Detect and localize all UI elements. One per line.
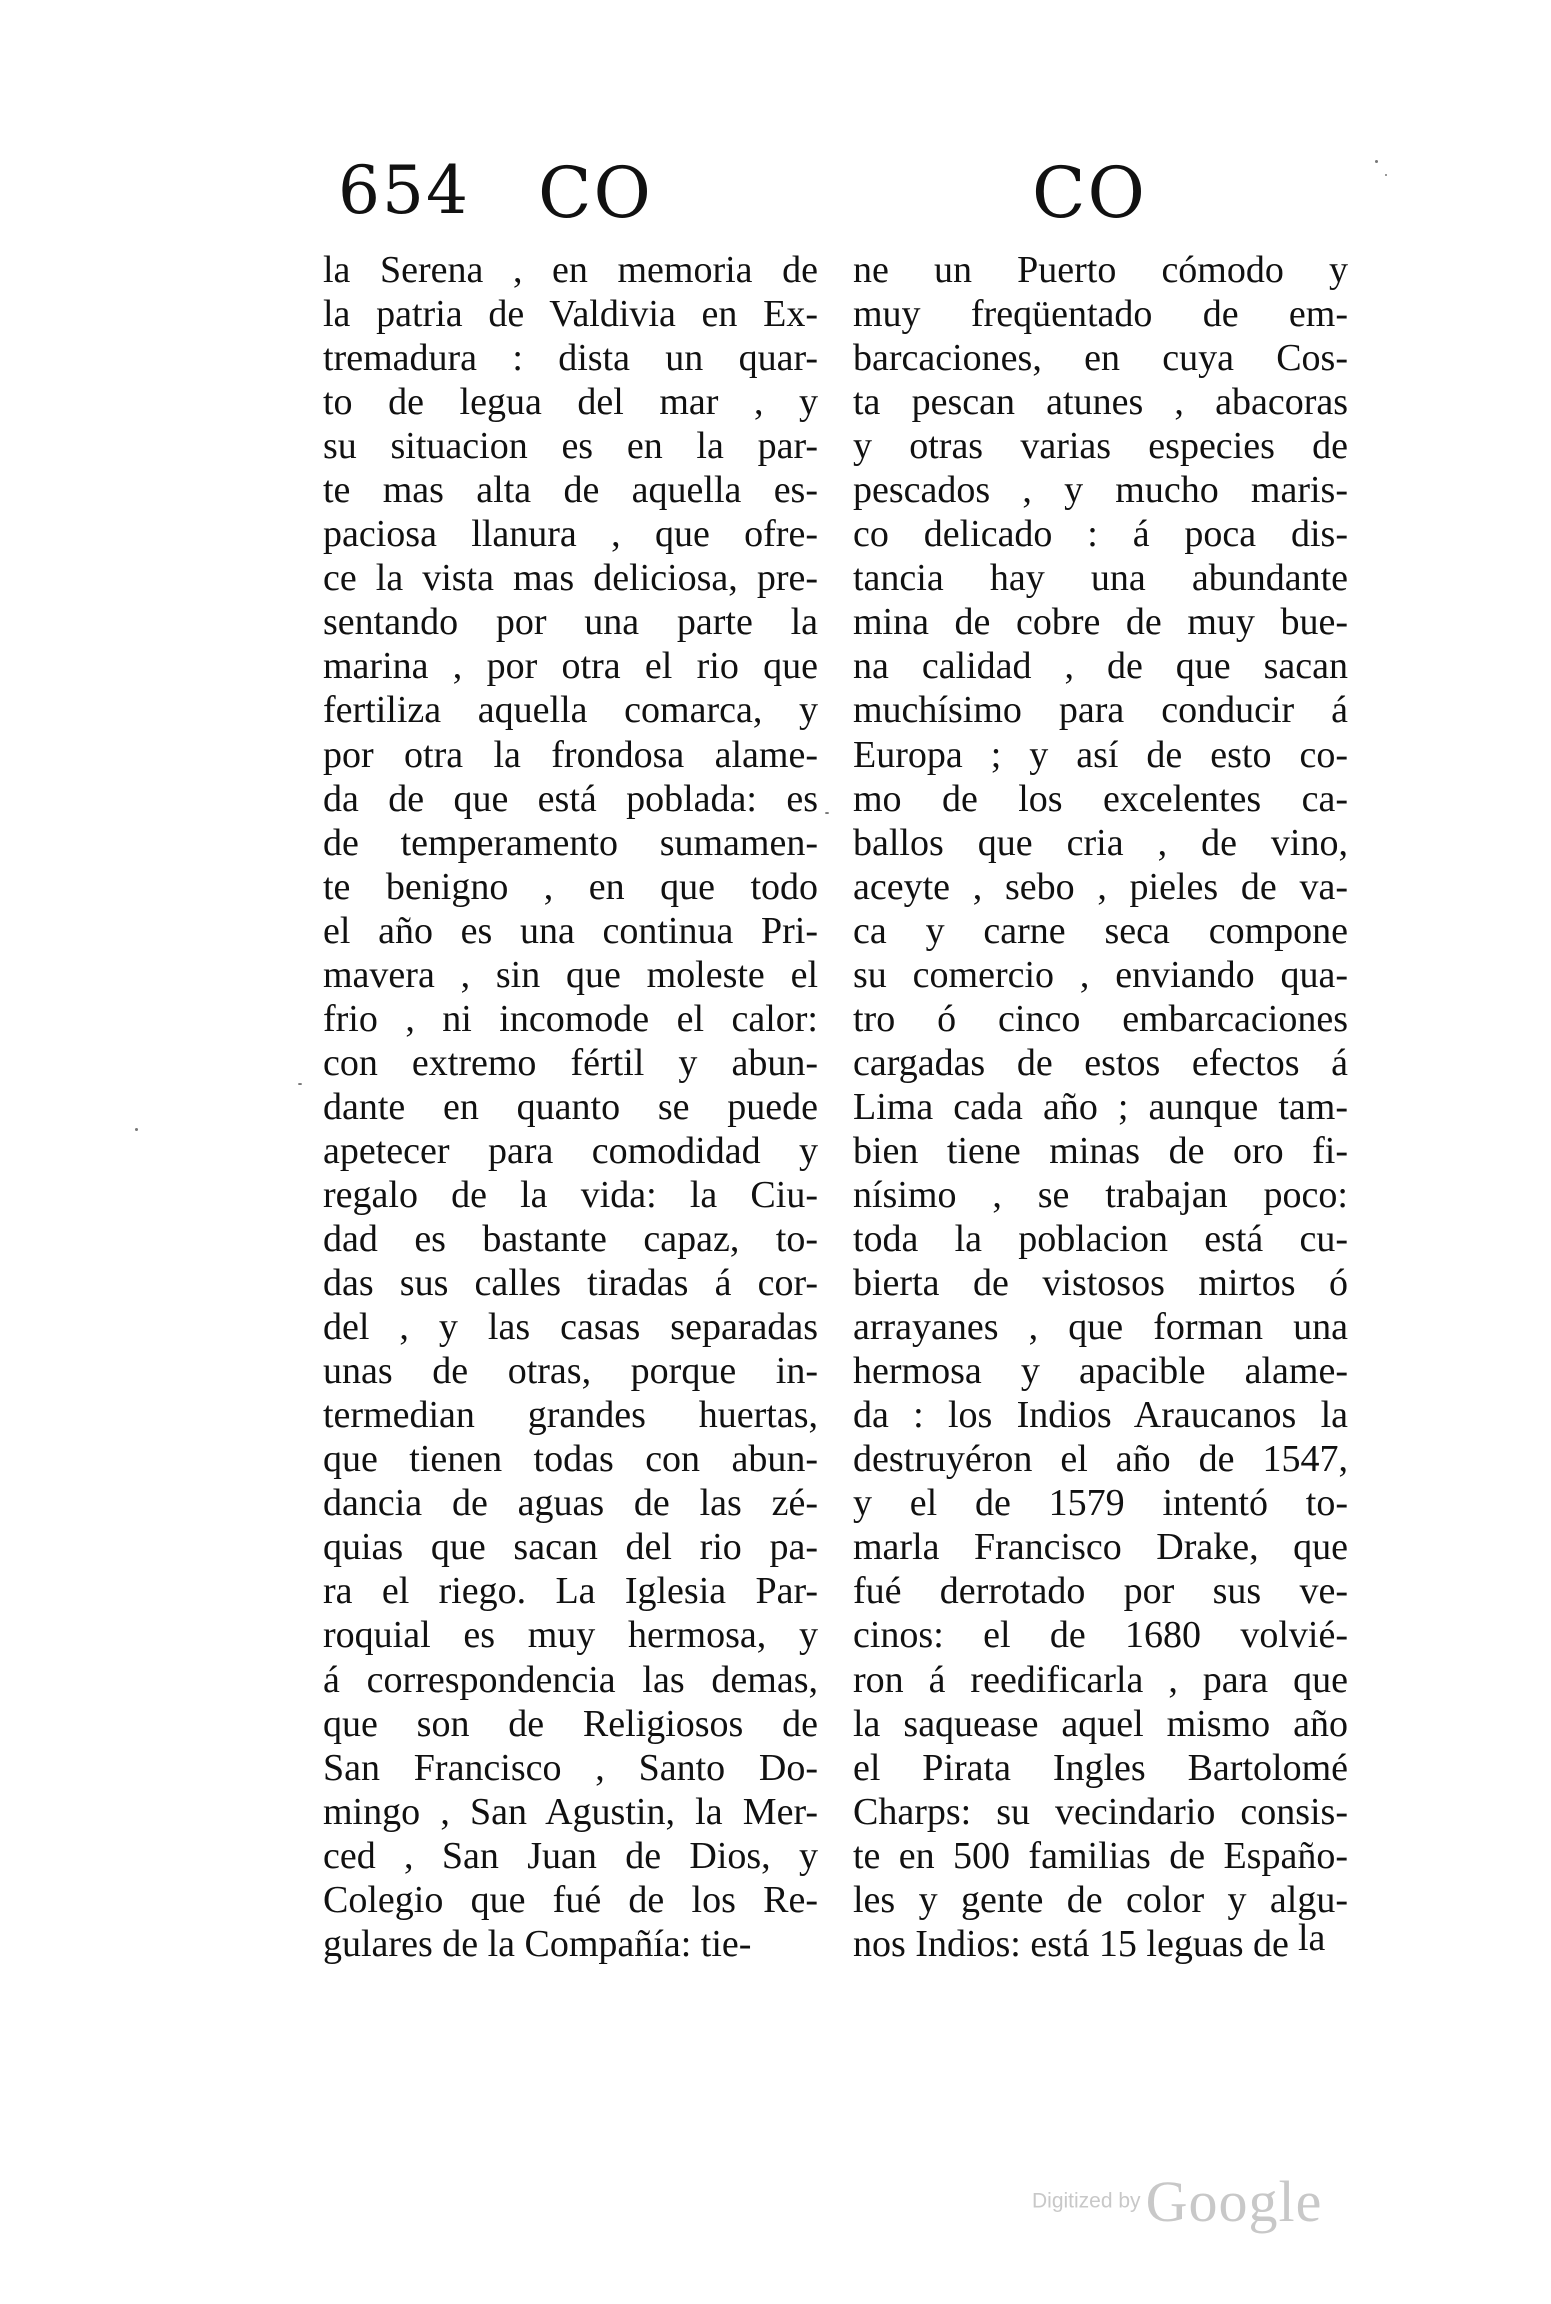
text-line: San Francisco , Santo Do- — [323, 1746, 818, 1789]
text-line: ta pescan atunes , abacoras — [853, 381, 1348, 424]
text-line: ced , San Juan de Dios, y — [323, 1834, 818, 1877]
text-line: da : los Indios Araucanos la — [853, 1394, 1348, 1437]
text-line: to de legua del mar , y — [323, 381, 818, 424]
catchword: la — [1298, 1917, 1326, 1959]
paper-speck — [135, 1128, 138, 1131]
text-line: tancia hay una abundante — [853, 557, 1348, 600]
text-line: ballos que cria , de vino, — [853, 821, 1348, 864]
text-line: nos Indios: está 15 leguas de — [853, 1922, 1289, 1965]
text-line: ne un Puerto cómodo y — [853, 249, 1348, 291]
text-line: frio , ni incomode el calor: — [323, 997, 818, 1040]
text-line: na calidad , de que sacan — [853, 645, 1348, 688]
text-line: arrayanes , que forman una — [853, 1306, 1348, 1349]
text-line: unas de otras, porque in- — [323, 1350, 818, 1393]
text-line: marla Francisco Drake, que — [853, 1526, 1348, 1569]
text-line: nísimo , se trabajan poco: — [853, 1173, 1348, 1216]
google-logo: Google — [1145, 2169, 1323, 2234]
text-line: sentando por una parte la — [323, 601, 818, 644]
text-line: fué derrotado por sus ve- — [853, 1570, 1348, 1613]
text-line: aceyte , sebo , pieles de va- — [853, 865, 1348, 908]
text-line: bien tiene minas de oro fi- — [853, 1129, 1348, 1172]
text-line: Charps: su vecindario consis- — [853, 1790, 1348, 1833]
text-line: dad es bastante capaz, to- — [323, 1218, 818, 1261]
text-line: ron á reedificarla , para que — [853, 1658, 1348, 1701]
text-line: roquial es muy hermosa, y — [323, 1614, 818, 1657]
text-line: tremadura : dista un quar- — [323, 337, 818, 380]
text-line: el año es una continua Pri- — [323, 909, 818, 952]
text-line: te en 500 familias de Españo- — [853, 1834, 1348, 1877]
text-line: y otras varias especies de — [853, 425, 1348, 468]
right-text-column — [853, 248, 1348, 1966]
paper-speck — [1385, 174, 1387, 176]
text-line: su situacion es en la par- — [323, 425, 818, 468]
text-line: quias que sacan del rio pa- — [323, 1526, 818, 1569]
text-line: mavera , sin que moleste el — [323, 953, 818, 996]
text-line: co delicado : á poca dis- — [853, 513, 1348, 556]
text-line: dancia de aguas de las zé- — [323, 1482, 818, 1525]
text-line: muchísimo para conducir á — [853, 689, 1348, 732]
text-line: del , y las casas separadas — [323, 1306, 818, 1349]
watermark-prefix: Digitized by — [1032, 2189, 1141, 2213]
text-line: mina de cobre de muy bue- — [853, 601, 1348, 644]
text-line: apetecer para comodidad y — [323, 1129, 818, 1172]
text-line: el Pirata Ingles Bartolomé — [853, 1746, 1348, 1789]
text-line: regalo de la vida: la Ciu- — [323, 1173, 818, 1216]
page-number: 654 — [338, 152, 470, 229]
text-line: tro ó cinco embarcaciones — [853, 997, 1348, 1040]
text-line: pescados , y mucho maris- — [853, 469, 1348, 512]
text-line: cargadas de estos efectos á — [853, 1041, 1348, 1084]
text-line: la patria de Valdivia en Ex- — [323, 293, 818, 336]
text-line: la saquease aquel mismo año — [853, 1702, 1348, 1745]
text-line: que tienen todas con abun- — [323, 1438, 818, 1481]
text-line: Europa ; y así de esto co- — [853, 733, 1348, 776]
text-line: das sus calles tiradas á cor- — [323, 1262, 818, 1305]
text-line: Lima cada año ; aunque tam- — [853, 1085, 1348, 1128]
text-line: paciosa llanura , que ofre- — [323, 513, 818, 556]
text-line: mo de los excelentes ca- — [853, 777, 1348, 820]
text-line: da de que está poblada: es — [323, 777, 818, 820]
text-line: que son de Religiosos de — [323, 1702, 818, 1745]
text-line: les y gente de color y algu- — [853, 1878, 1348, 1921]
text-line: por otra la frondosa alame- — [323, 733, 818, 776]
paper-speck — [298, 1083, 302, 1085]
text-line: Colegio que fué de los Re- — [323, 1878, 818, 1921]
text-line: cinos: el de 1680 volvié- — [853, 1614, 1348, 1657]
running-head-left: CO — [538, 152, 653, 234]
text-line: barcaciones, en cuya Cos- — [853, 337, 1348, 380]
text-line: bierta de vistosos mirtos ó — [853, 1262, 1348, 1305]
text-line: marina , por otra el rio que — [323, 645, 818, 688]
running-head-right: CO — [1032, 152, 1147, 234]
text-line: muy freqüentado de em- — [853, 293, 1348, 336]
text-line: su comercio , enviando qua- — [853, 953, 1348, 996]
text-line: con extremo fértil y abun- — [323, 1041, 818, 1084]
text-line: fertiliza aquella comarca, y — [323, 689, 818, 732]
text-line: gulares de la Compañía: tie- — [323, 1922, 752, 1965]
paper-speck — [1375, 160, 1378, 163]
paper-speck — [825, 812, 829, 814]
text-line: de temperamento sumamen- — [323, 821, 818, 864]
left-text-column — [323, 248, 818, 1966]
text-line: toda la poblacion está cu- — [853, 1218, 1348, 1261]
text-line: destruyéron el año de 1547, — [853, 1438, 1348, 1481]
text-line: te mas alta de aquella es- — [323, 469, 818, 512]
text-line: y el de 1579 intentó to- — [853, 1482, 1348, 1525]
text-line: á correspondencia las demas, — [323, 1658, 818, 1701]
digitized-by-google-watermark — [1032, 2168, 1322, 2235]
text-line: la Serena , en memoria de — [323, 249, 818, 291]
text-line: dante en quanto se puede — [323, 1085, 818, 1128]
text-line: hermosa y apacible alame- — [853, 1350, 1348, 1393]
text-line: termedian grandes huertas, — [323, 1394, 818, 1437]
text-line: ca y carne seca compone — [853, 909, 1348, 952]
text-line: ra el riego. La Iglesia Par- — [323, 1570, 818, 1613]
text-line: te benigno , en que todo — [323, 865, 818, 908]
text-line: mingo , San Agustin, la Mer- — [323, 1790, 818, 1833]
text-line: ce la vista mas deliciosa, pre- — [323, 557, 818, 600]
